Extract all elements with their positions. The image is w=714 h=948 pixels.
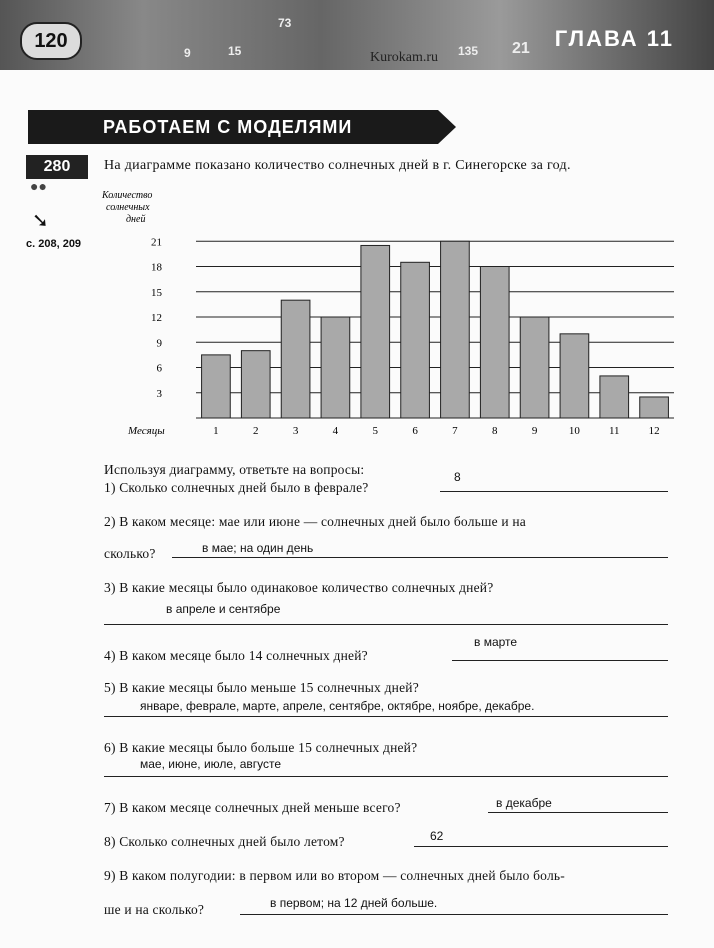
deco-number: 21: [512, 40, 530, 57]
question-2-cont: сколько?: [104, 546, 156, 561]
answer-line: [104, 716, 668, 717]
answer-line: [172, 557, 668, 558]
bar-month-10: [560, 334, 589, 418]
answer-line: [440, 491, 668, 492]
bar-month-11: [600, 376, 629, 418]
question-8: 8) Сколько солнечных дней было летом?: [104, 834, 345, 849]
x-tick-label: 4: [332, 425, 339, 437]
deco-number: 9: [184, 46, 191, 60]
y-tick-label: 6: [156, 362, 162, 375]
bar-month-9: [520, 317, 549, 418]
x-tick-label: 5: [372, 425, 378, 437]
answer-line: [104, 624, 668, 625]
answer-line: [240, 914, 668, 915]
answer-line: [452, 660, 668, 661]
answer-1[interactable]: 8: [454, 470, 461, 484]
answer-5[interactable]: январе, феврале, марте, апреле, сентябре, октябре, ноябре, декабре.: [140, 699, 535, 713]
x-tick-label: 9: [531, 425, 538, 437]
task-number: 280: [26, 155, 88, 179]
section-title: РАБОТАЕМ С МОДЕЛЯМИ: [28, 110, 438, 144]
answer-2[interactable]: в мае; на один день: [202, 541, 314, 555]
bar-month-5: [361, 245, 390, 418]
page-reference: с. 208, 209: [26, 238, 82, 250]
y-axis-label-line: солнечных: [106, 202, 150, 213]
x-axis-label: Месяцы: [128, 425, 165, 437]
x-tick-labels: [213, 425, 659, 437]
deco-number: 15: [228, 44, 242, 58]
bar-month-8: [480, 267, 509, 419]
answer-6[interactable]: мае, июне, июле, августе: [140, 757, 282, 771]
x-tick-label: 1: [213, 425, 219, 437]
question-9: 9) В каком полугодии: в первом или во втором — солнечных дней было боль-: [104, 868, 565, 883]
answer-3[interactable]: в апреле и сентябре: [166, 602, 281, 616]
y-axis-label-line: Количество: [102, 190, 153, 201]
question-4: 4) В каком месяце было 14 солнечных дней?: [104, 648, 368, 663]
chapter-title: ГЛАВА 11: [554, 26, 674, 51]
question-5: 5) В какие месяцы было меньше 15 солнечных дней?: [104, 680, 419, 695]
task-intro: На диаграмме показано количество солнечных дней в г. Синегорске за год.: [104, 158, 571, 173]
page-number: 120: [20, 22, 82, 60]
bar-month-2: [241, 351, 270, 418]
x-tick-label: 3: [292, 425, 299, 437]
y-axis-label-line: дней: [126, 214, 146, 225]
x-tick-label: 2: [253, 425, 259, 437]
answer-7[interactable]: в декабре: [496, 796, 552, 810]
x-tick-label: 6: [412, 425, 418, 437]
answer-9[interactable]: в первом; на 12 дней больше.: [270, 896, 438, 910]
bar-month-1: [202, 355, 231, 418]
difficulty-icon: ●●: [30, 180, 47, 195]
answer-line: [488, 812, 668, 813]
instructions: Используя диаграмму, ответьте на вопросы:: [104, 462, 365, 477]
sunny-days-chart: [96, 186, 696, 446]
question-1: 1) Сколько солнечных дней было в феврале?: [104, 480, 369, 495]
bar-month-7: [441, 241, 470, 418]
y-tick-labels: [151, 236, 163, 400]
deco-number: 73: [278, 16, 292, 30]
bar-month-4: [321, 317, 350, 418]
bar-month-12: [640, 397, 669, 418]
question-7: 7) В каком месяце солнечных дней меньше всего?: [104, 800, 401, 815]
answer-line: [104, 776, 668, 777]
y-tick-label: 3: [156, 387, 162, 400]
y-tick-label: 12: [151, 312, 162, 324]
answer-8[interactable]: 62: [430, 829, 444, 843]
page-header: [0, 0, 714, 70]
answer-line: [414, 846, 668, 847]
y-tick-label: 21: [151, 236, 162, 249]
bar-month-6: [401, 262, 430, 418]
chart-bars: [202, 241, 669, 418]
deco-number: 135: [458, 44, 479, 58]
bar-month-3: [281, 300, 310, 418]
answer-4[interactable]: в марте: [474, 635, 518, 649]
question-6: 6) В какие месяцы было больше 15 солнечных дней?: [104, 740, 418, 755]
x-tick-label: 7: [452, 425, 458, 437]
x-tick-label: 8: [492, 425, 498, 437]
x-tick-label: 12: [648, 425, 660, 437]
y-tick-label: 9: [156, 337, 162, 350]
x-tick-label: 10: [568, 425, 580, 437]
question-3: 3) В какие месяцы было одинаковое количество солнечных дней?: [104, 580, 494, 595]
y-tick-label: 18: [151, 261, 162, 274]
x-tick-label: 11: [608, 425, 620, 437]
watermark: Kurokam.ru: [370, 50, 439, 65]
y-tick-label: 15: [151, 286, 162, 299]
question-9-cont: ше и на сколько?: [104, 902, 205, 917]
question-2: 2) В каком месяце: мае или июне — солнечных дней было больше и на: [104, 514, 526, 529]
y-axis-label: [101, 190, 155, 225]
reference-arrow-icon: ➘: [32, 210, 49, 232]
